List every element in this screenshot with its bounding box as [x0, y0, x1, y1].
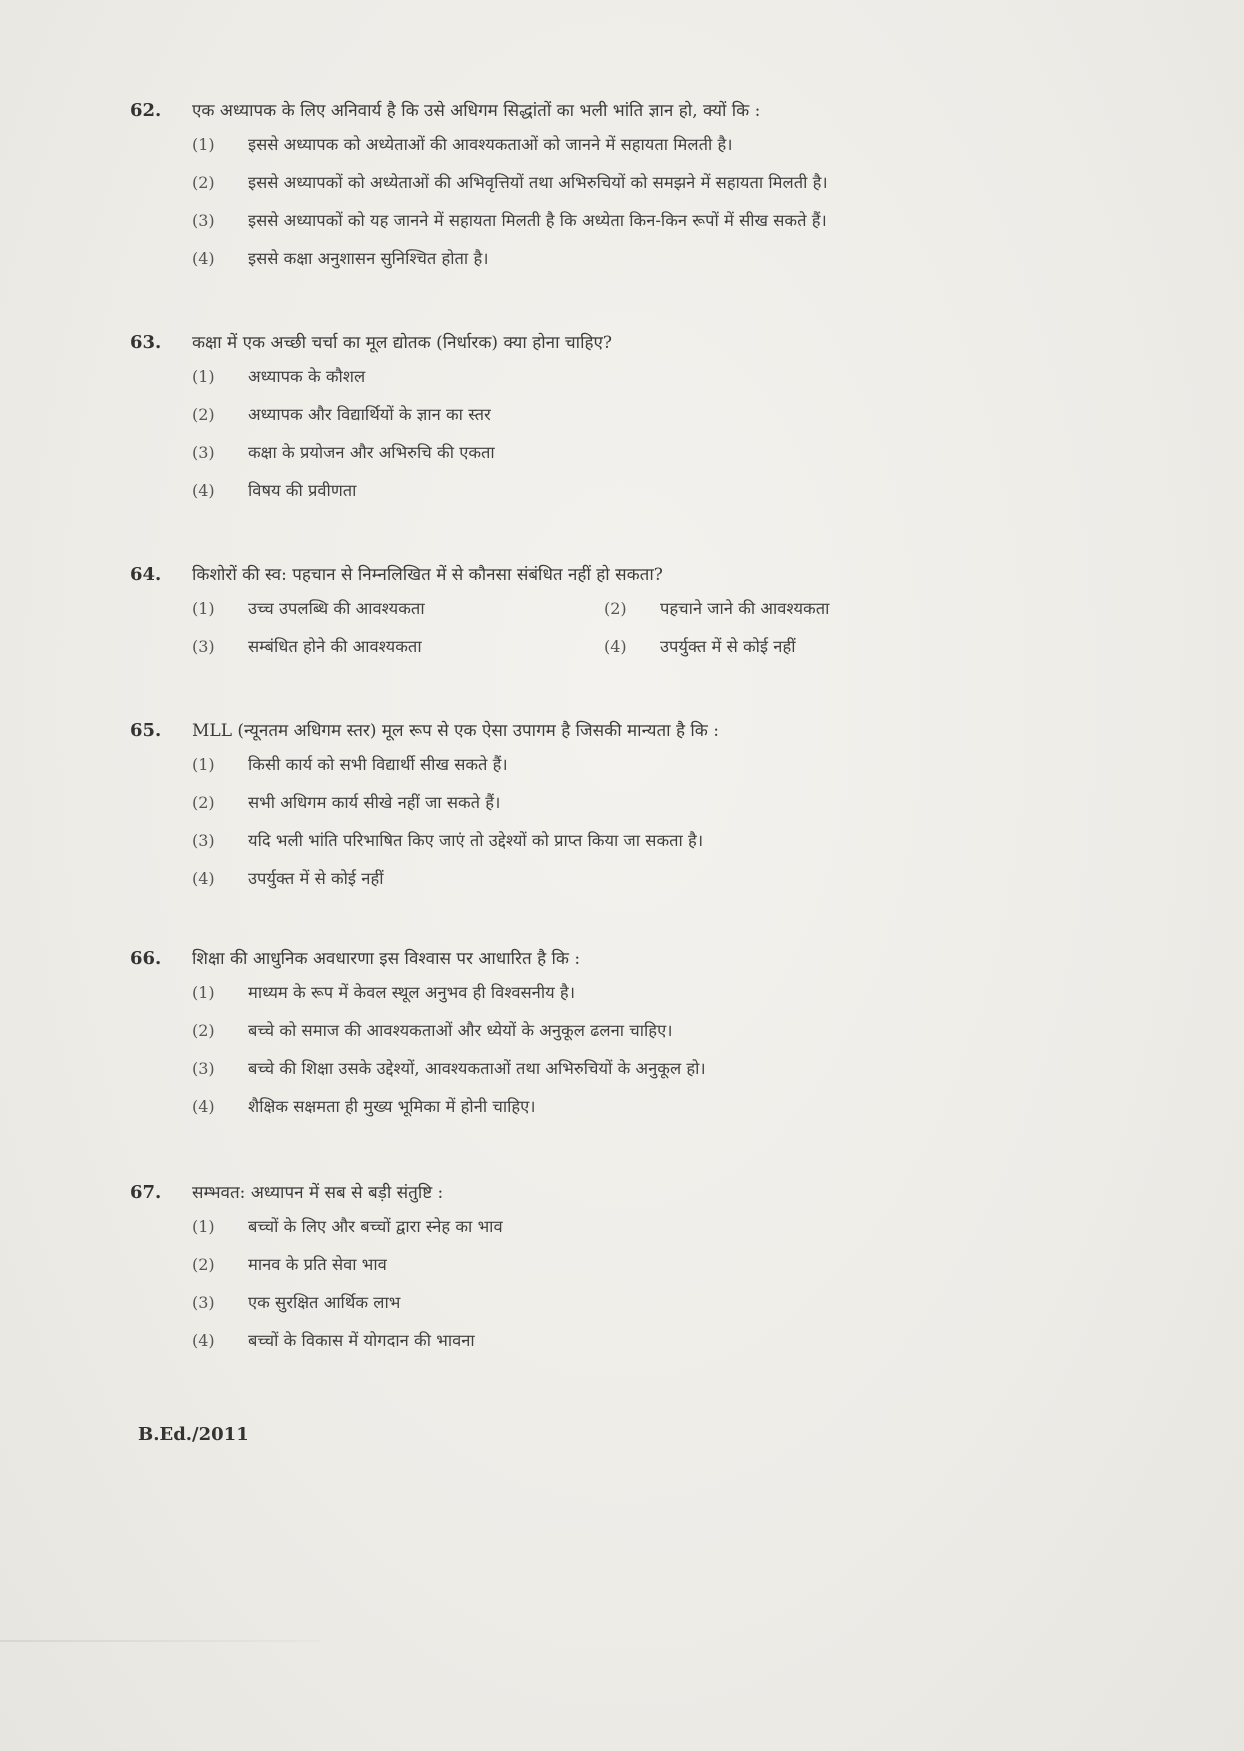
option-label: (1)	[192, 1217, 215, 1236]
question-stem	[130, 946, 1130, 980]
option-label: (2)	[192, 173, 215, 192]
option-1	[192, 364, 1130, 402]
option-label: (3)	[192, 211, 215, 230]
option-text: माध्यम के रूप में केवल स्थूल अनुभव ही विश्वसनीय है।	[248, 983, 575, 1002]
option-text: शैक्षिक सक्षमता ही मुख्य भूमिका में होनी चाहिए।	[248, 1097, 536, 1116]
question-stem	[130, 562, 1130, 596]
question-stem	[130, 98, 1130, 132]
option-label: (4)	[192, 1097, 215, 1116]
question-number: 62.	[130, 100, 162, 121]
option-label: (3)	[192, 637, 215, 656]
exam-code-footer: B.Ed./2011	[138, 1424, 249, 1445]
option-label: (1)	[192, 599, 215, 618]
option-2	[192, 790, 1130, 828]
option-text: इससे कक्षा अनुशासन सुनिश्चित होता है।	[248, 249, 489, 268]
option-text: कक्षा के प्रयोजन और अभिरुचि की एकता	[248, 443, 495, 462]
option-label: (4)	[192, 249, 215, 268]
option-2	[192, 1018, 1130, 1056]
option-3	[192, 1056, 1130, 1094]
option-grid	[192, 596, 1130, 672]
question-63	[130, 330, 1130, 516]
option-4	[192, 478, 1130, 516]
option-label: (2)	[192, 405, 215, 424]
option-4	[192, 1328, 1130, 1366]
option-label: (1)	[192, 135, 215, 154]
question-62	[130, 98, 1130, 284]
option-text: मानव के प्रति सेवा भाव	[248, 1255, 387, 1274]
option-label: (4)	[192, 1331, 215, 1350]
option-3	[192, 208, 1130, 246]
question-number: 64.	[130, 564, 162, 585]
option-label: (4)	[192, 481, 215, 500]
question-text: शिक्षा की आधुनिक अवधारणा इस विश्वास पर आधारित है कि :	[192, 949, 581, 969]
option-3	[192, 1290, 1130, 1328]
option-label: (1)	[192, 983, 215, 1002]
question-stem	[130, 330, 1130, 364]
option-label: (2)	[192, 793, 215, 812]
option-label: (3)	[192, 443, 215, 462]
option-text: बच्चे को समाज की आवश्यकताओं और ध्येयों के अनुकूल ढलना चाहिए।	[248, 1021, 673, 1040]
question-stem	[130, 1180, 1130, 1214]
option-label: (3)	[192, 1059, 215, 1078]
option-text: अध्यापक और विद्यार्थियों के ज्ञान का स्तर	[248, 405, 491, 424]
option-text: अध्यापक के कौशल	[248, 367, 366, 386]
option-1	[192, 596, 604, 634]
option-label: (2)	[192, 1021, 215, 1040]
question-stem	[130, 718, 1130, 752]
question-number: 67.	[130, 1182, 162, 1203]
option-text: पहचाने जाने की आवश्यकता	[660, 599, 830, 618]
option-4	[192, 246, 1130, 284]
option-3	[192, 828, 1130, 866]
option-text: एक सुरक्षित आर्थिक लाभ	[248, 1293, 401, 1312]
option-4	[604, 634, 1004, 672]
question-67	[130, 1180, 1130, 1366]
option-label: (4)	[192, 869, 215, 888]
option-2	[192, 402, 1130, 440]
question-65	[130, 718, 1130, 904]
option-text: उपर्युक्त में से कोई नहीं	[248, 869, 384, 888]
question-number: 65.	[130, 720, 162, 741]
option-2	[192, 170, 1130, 208]
question-text: एक अध्यापक के लिए अनिवार्य है कि उसे अधिगम सिद्धांतों का भली भांति ज्ञान हो, क्यों कि :	[192, 101, 761, 121]
question-text: MLL (न्यूनतम अधिगम स्तर) मूल रूप से एक ऐसा उपागम है जिसकी मान्यता है कि :	[192, 721, 719, 741]
option-label: (1)	[192, 755, 215, 774]
option-text: बच्चों के विकास में योगदान की भावना	[248, 1331, 475, 1350]
option-text: विषय की प्रवीणता	[248, 481, 357, 500]
option-1	[192, 132, 1130, 170]
option-2	[192, 1252, 1130, 1290]
option-label: (3)	[192, 1293, 215, 1312]
scan-artifact-line	[0, 1640, 320, 1642]
option-text: यदि भली भांति परिभाषित किए जाएं तो उद्देश्यों को प्राप्त किया जा सकता है।	[248, 831, 704, 850]
option-1	[192, 752, 1130, 790]
option-text: इससे अध्यापकों को अध्येताओं की अभिवृत्तियों तथा अभिरुचियों को समझने में सहायता मिलती है।	[248, 173, 828, 192]
option-3	[192, 440, 1130, 478]
option-3	[192, 634, 604, 672]
option-text: बच्चों के लिए और बच्चों द्वारा स्नेह का भाव	[248, 1217, 503, 1236]
option-text: उपर्युक्त में से कोई नहीं	[660, 637, 796, 656]
option-text: सम्बंधित होने की आवश्यकता	[248, 637, 422, 656]
option-1	[192, 1214, 1130, 1252]
question-text: कक्षा में एक अच्छी चर्चा का मूल द्योतक (निर्धारक) क्या होना चाहिए?	[192, 333, 613, 353]
option-text: इससे अध्यापक को अध्येताओं की आवश्यकताओं को जानने में सहायता मिलती है।	[248, 135, 733, 154]
option-2	[604, 596, 1004, 634]
option-text: किसी कार्य को सभी विद्यार्थी सीख सकते हैं।	[248, 755, 508, 774]
option-text: इससे अध्यापकों को यह जानने में सहायता मिलती है कि अध्येता किन-किन रूपों में सीख सकते हैं।	[248, 211, 827, 230]
question-number: 63.	[130, 332, 162, 353]
question-number: 66.	[130, 948, 162, 969]
option-label: (2)	[192, 1255, 215, 1274]
option-text: उच्च उपलब्धि की आवश्यकता	[248, 599, 425, 618]
option-4	[192, 1094, 1130, 1132]
option-label: (3)	[192, 831, 215, 850]
question-66	[130, 946, 1130, 1132]
option-text: सभी अधिगम कार्य सीखे नहीं जा सकते हैं।	[248, 793, 501, 812]
option-text: बच्चे की शिक्षा उसके उद्देश्यों, आवश्यकताओं तथा अभिरुचियों के अनुकूल हो।	[248, 1059, 706, 1078]
question-64	[130, 562, 1130, 672]
option-label: (1)	[192, 367, 215, 386]
option-1	[192, 980, 1130, 1018]
option-4	[192, 866, 1130, 904]
option-label: (2)	[604, 599, 627, 618]
question-text: सम्भवत: अध्यापन में सब से बड़ी संतुष्टि :	[192, 1183, 444, 1203]
question-text: किशोरों की स्व: पहचान से निम्नलिखित में से कौनसा संबंधित नहीं हो सकता?	[192, 565, 663, 585]
option-label: (4)	[604, 637, 627, 656]
